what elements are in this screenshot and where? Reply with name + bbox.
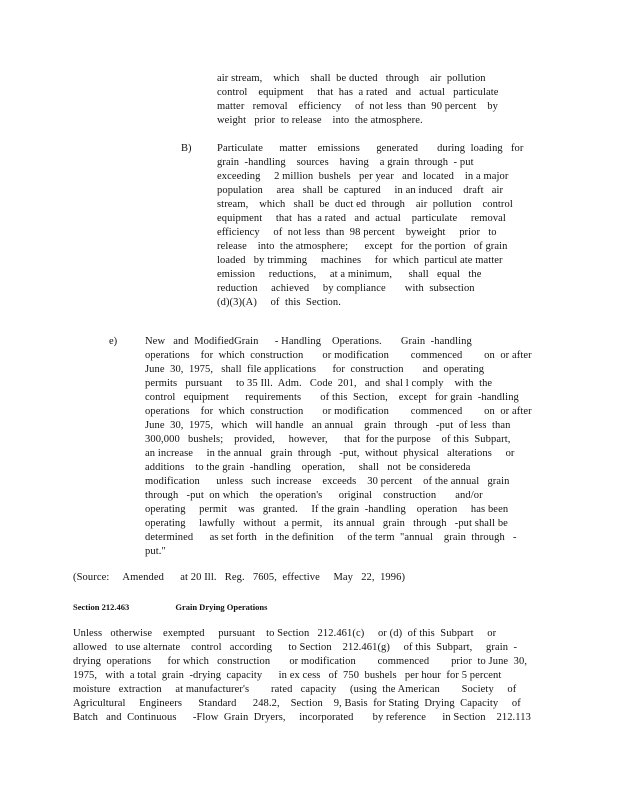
text-line: reduction achieved by compliance with subsection — [217, 283, 475, 294]
text-line: Unless otherwise exempted pursuant to Section 212.461(c) or (d) of this Subpart or — [73, 628, 497, 639]
text-line: stream, which shall be duct ed through air pollution control — [217, 199, 513, 210]
text-line: Agricultural Engineers Standard 248.2, Section 9, Basis for Stating Drying Capacity of — [73, 698, 521, 709]
text-line: permits pursuant to 35 Ill. Adm. Code 201, and shal l comply with the — [145, 378, 493, 389]
text-line: allowed to use alternate control according to Section 212.461(g) of this Subpart, grain - — [73, 642, 518, 653]
text-line: operations for which construction or modification commenced on or after — [145, 350, 532, 361]
item-e-label: e) — [109, 336, 118, 347]
text-line: Particulate matter emissions generated during loading for — [217, 143, 524, 154]
text-line: an increase in the annual grain through -put, without physical alterations or — [145, 448, 515, 459]
text-line: 1975, with a total grain -drying capacity in ex cess of 750 bushels per hour for 5 percent — [73, 670, 502, 681]
text-line: drying operations for which construction or modification commenced prior to June 30, — [73, 656, 528, 667]
continuation-paragraph — [217, 72, 499, 128]
text-line: emission reductions, at a minimum, shall equal the — [217, 269, 482, 280]
text-line: modification unless such increase exceeds 30 percent of the annual grain — [145, 476, 510, 487]
text-line: equipment that has a rated and actual particulate removal — [217, 213, 506, 224]
text-line: June 30, 1975, which will handle an annual grain through -put of less than — [145, 420, 511, 431]
text-line: (d)(3)(A) of this Section. — [217, 297, 341, 308]
item-b-label: B) — [181, 143, 192, 154]
text-line: release into the atmosphere; except for the portion of grain — [217, 241, 508, 252]
text-line: operating lawfully without a permit, its annual grain through -put shall be — [145, 518, 508, 529]
text-line: exceeding 2 million bushels per year and located in a major — [217, 171, 509, 182]
section-title: Grain Drying Operations — [175, 602, 268, 612]
text-line: weight prior to release into the atmosphere. — [217, 115, 423, 126]
text-line: efficiency of not less than 98 percent byweight prior to — [217, 227, 497, 238]
source-note — [73, 571, 405, 585]
text-line: control equipment requirements of this Section, except for grain -handling — [145, 392, 519, 403]
text-line: operations for which construction or modification commenced on or after — [145, 406, 532, 417]
item-b-paragraph — [217, 142, 524, 310]
text-line: loaded by trimming machines for which particul ate matter — [217, 255, 503, 266]
text-line: population area shall be captured in an induced draft air — [217, 185, 504, 196]
text-line: grain -handling sources having a grain through - put — [217, 157, 474, 168]
text-line: Batch and Continuous -Flow Grain Dryers, incorporated by reference in Section 212.113 — [73, 712, 531, 723]
item-e-paragraph — [145, 335, 532, 559]
section-heading — [73, 600, 267, 614]
text-line: matter removal efficiency of not less than 90 percent by — [217, 101, 498, 112]
text-line: 300,000 bushels; provided, however, that for the purpose of this Subpart, — [145, 434, 511, 445]
text-line: June 30, 1975, shall file applications for construction and operating — [145, 364, 485, 375]
text-line: determined as set forth in the definition of the term "annual grain through - — [145, 532, 517, 543]
text-line: through -put on which the operation's original construction and/or — [145, 490, 483, 501]
section-paragraph — [73, 627, 531, 725]
text-line: put." — [145, 546, 166, 557]
text-line: operating permit was granted. If the grain -handling operation has been — [145, 504, 509, 515]
text-line: moisture extraction at manufacturer's rated capacity (using the American Society of — [73, 684, 517, 695]
source-note-text: (Source: Amended at 20 Ill. Reg. 7605, effective May 22, 1996) — [73, 572, 406, 583]
text-line: New and ModifiedGrain - Handling Operations. Grain -handling — [145, 336, 472, 347]
text-line: air stream, which shall be ducted through air pollution — [217, 73, 486, 84]
text-line: additions to the grain -handling operation, shall not be considereda — [145, 462, 471, 473]
text-line: control equipment that has a rated and actual particulate — [217, 87, 499, 98]
section-number: Section 212.463 — [73, 602, 130, 612]
